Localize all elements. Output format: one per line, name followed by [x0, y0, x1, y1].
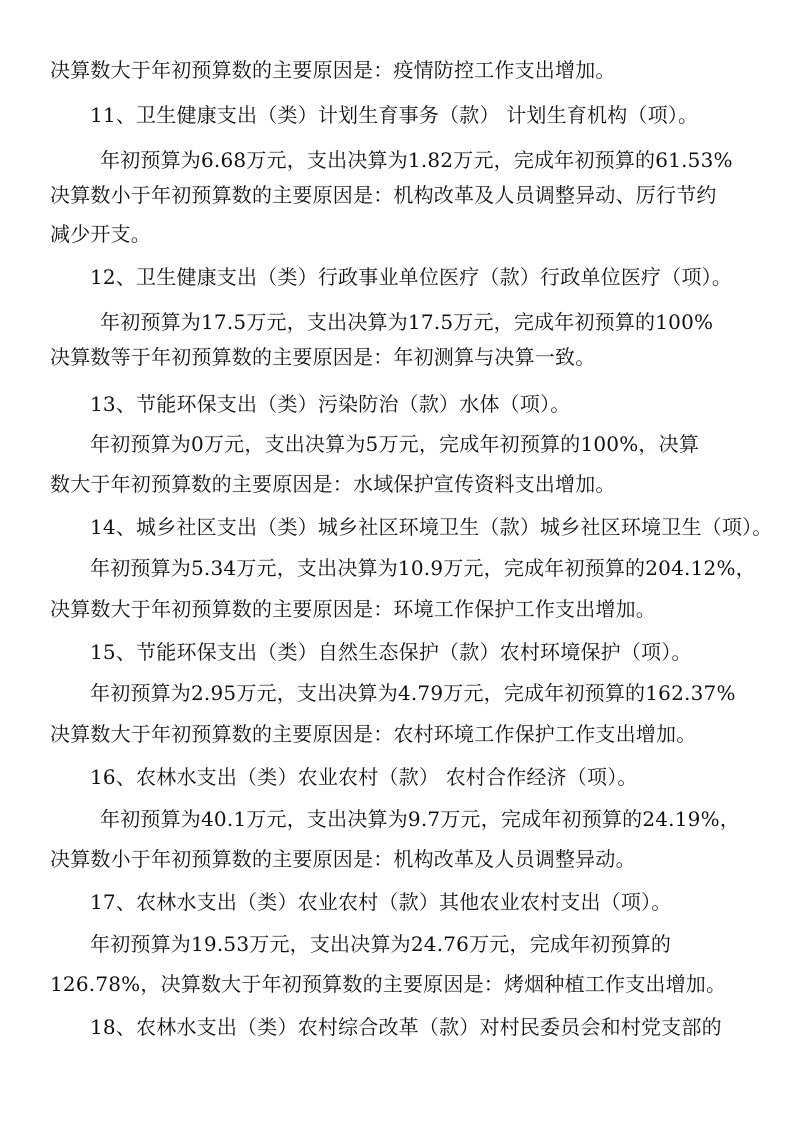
paragraph-line: 年初预算为19.53万元，支出决算为24.76万元，完成年初预算的: [90, 932, 672, 956]
paragraph-line: 决算数小于年初预算数的主要原因是：机构改革及人员调整异动。: [50, 847, 636, 871]
paragraph-line: 126.78%，决算数大于年初预算数的主要原因是：烤烟种植工作支出增加。: [50, 972, 727, 996]
item-heading-16: 16、农林水支出（类）农业农村（款） 农村合作经济（项）。: [90, 765, 638, 789]
paragraph-line: 决算数小于年初预算数的主要原因是：机构改革及人员调整异动、厉行节约: [50, 183, 717, 207]
paragraph-line: 年初预算为40.1万元，支出决算为9.7万元，完成年初预算的24.19%，: [100, 807, 740, 831]
item-heading-13: 13、节能环保支出（类）污染防治（款）水体（项）。: [90, 392, 571, 416]
paragraph-line: 年初预算为2.95万元，支出决算为4.79万元，完成年初预算的162.37%: [90, 681, 736, 705]
paragraph-line: 年初预算为17.5万元，支出决算为17.5万元，完成年初预算的100%: [100, 310, 714, 334]
paragraph-line: 决算数大于年初预算数的主要原因是：疫情防控工作支出增加。: [50, 58, 616, 82]
item-heading-15: 15、节能环保支出（类）自然生态保护（款）农村环境保护（项）。: [90, 640, 692, 664]
paragraph-line: 减少开支。: [50, 222, 151, 246]
paragraph-line: 数大于年初预算数的主要原因是：水域保护宣传资料支出增加。: [50, 472, 616, 496]
item-heading-18: 18、农林水支出（类）农村综合改革（款）对村民委员会和村党支部的: [90, 1015, 722, 1039]
item-heading-17: 17、农林水支出（类）农业农村（款）其他农业农村支出（项）。: [90, 890, 672, 914]
paragraph-line: 决算数等于年初预算数的主要原因是：年初测算与决算一致。: [50, 345, 596, 369]
item-heading-11: 11、卫生健康支出（类）计划生育事务（款） 计划生育机构（项）。: [90, 103, 699, 127]
item-heading-12: 12、卫生健康支出（类）行政事业单位医疗（款）行政单位医疗（项）。: [90, 265, 733, 289]
item-heading-14: 14、城乡社区支出（类）城乡社区环境卫生（款）城乡社区环境卫生（项）。: [90, 515, 773, 539]
paragraph-line: 年初预算为5.34万元，支出决算为10.9万元，完成年初预算的204.12%，: [90, 556, 756, 580]
paragraph-line: 决算数大于年初预算数的主要原因是：农村环境工作保护工作支出增加。: [50, 722, 697, 746]
paragraph-line: 年初预算为6.68万元，支出决算为1.82万元，完成年初预算的61.53%: [100, 148, 733, 172]
paragraph-line: 决算数大于年初预算数的主要原因是：环境工作保护工作支出增加。: [50, 597, 656, 621]
paragraph-line: 年初预算为0万元，支出决算为5万元，完成年初预算的100%，决算: [90, 432, 700, 456]
